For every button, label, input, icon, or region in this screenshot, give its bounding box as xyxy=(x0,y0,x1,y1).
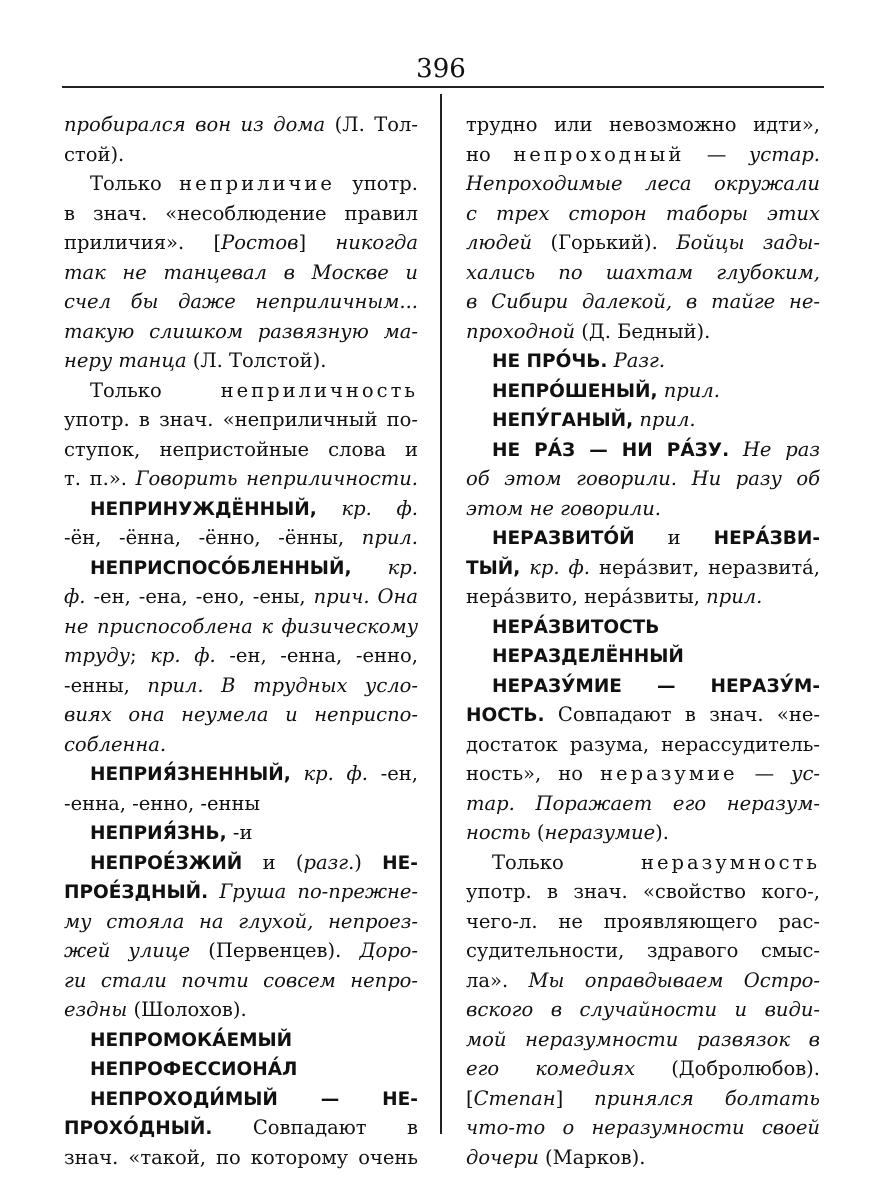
text-run: прил. xyxy=(633,408,696,431)
text-run: (Горький). xyxy=(532,231,677,254)
text-line xyxy=(466,1084,820,1114)
headword: ПРОЕ́ЗДНЫЙ. xyxy=(64,882,209,903)
headword: НЕПУ́ГАНЫЙ, xyxy=(492,410,634,431)
text-run: и xyxy=(634,526,714,549)
headword: НЕПРОФЕССИОНА́Л xyxy=(90,1059,298,1080)
text-line xyxy=(466,258,820,288)
text-line xyxy=(64,789,418,819)
text-run: — xyxy=(684,142,749,166)
text-run: неприличие xyxy=(179,172,335,195)
text-line xyxy=(64,848,418,878)
text-line xyxy=(466,317,820,347)
text-line xyxy=(466,848,820,878)
text-line xyxy=(64,376,418,406)
text-run: вского в случайности и види- xyxy=(466,998,820,1021)
text-run: неприличность xyxy=(220,378,418,402)
text-run: прил. В трудных усло- xyxy=(147,673,418,697)
text-run: людей xyxy=(466,231,533,254)
text-line xyxy=(466,966,820,996)
text-run: труду xyxy=(64,644,130,667)
text-run: кр. ф. xyxy=(520,555,590,579)
text-run: проходной xyxy=(466,319,576,343)
text-line xyxy=(466,907,820,937)
text-run: стой). xyxy=(64,142,125,166)
text-line xyxy=(64,582,418,612)
text-run: неру танца xyxy=(64,349,187,372)
text-run: ус- xyxy=(791,762,820,785)
text-line xyxy=(64,435,418,465)
text-run: достаток разума, нерассудитель- xyxy=(466,732,820,756)
text-line xyxy=(466,140,820,170)
text-run: Доро- xyxy=(359,939,418,962)
text-line xyxy=(64,995,418,1025)
text-run: неразумие xyxy=(544,821,656,844)
text-run: Совпадают в xyxy=(212,1116,418,1139)
text-line xyxy=(466,641,820,671)
text-line xyxy=(64,199,418,229)
text-line xyxy=(64,612,418,642)
text-run: Бойцы зады- xyxy=(676,231,820,254)
text-run: — xyxy=(737,762,792,785)
text-line xyxy=(64,228,418,258)
text-line xyxy=(466,494,820,524)
text-run: (Шолохов). xyxy=(127,998,247,1021)
text-run: ф. xyxy=(64,585,86,608)
text-line xyxy=(466,877,820,907)
text-line xyxy=(466,1143,820,1173)
text-run: Груша по-прежне- xyxy=(208,880,418,903)
text-line xyxy=(466,199,820,229)
text-run: в Сибири далекой, в тайге не- xyxy=(466,290,820,313)
headword: НЕПРИНУЖДЁННЫЙ, xyxy=(90,498,317,520)
text-run: Только xyxy=(90,378,221,402)
headword: НЕРА́ЗВИТОСТЬ xyxy=(492,616,660,638)
text-line xyxy=(466,435,820,465)
text-run: прил. xyxy=(361,526,418,549)
text-run: прил. xyxy=(706,585,763,608)
text-run: и ( xyxy=(242,850,304,874)
text-run: с трех сторон таборы этих xyxy=(466,201,820,225)
text-line xyxy=(466,464,820,494)
text-line xyxy=(64,641,418,671)
text-run: приличия». [ xyxy=(64,231,222,254)
text-run: -енна, -енно, -енны xyxy=(64,791,261,815)
text-run: -ён, -ённа, -ённо, -ённы, xyxy=(64,526,362,549)
text-line xyxy=(64,1054,418,1084)
headword: НЕПРИЯ́ЗНЕННЫЙ, xyxy=(90,764,291,785)
text-line xyxy=(64,1025,418,1055)
text-run: Только xyxy=(492,850,642,874)
text-line xyxy=(64,169,418,199)
text-run: нера́звит, неразвита́, xyxy=(590,555,820,579)
text-line xyxy=(64,1143,418,1173)
text-line xyxy=(64,966,418,996)
text-line xyxy=(466,346,820,376)
text-line xyxy=(64,346,418,376)
text-line xyxy=(466,376,820,406)
text-run: [ xyxy=(466,1086,474,1110)
text-run: трудно или невозможно идти», xyxy=(466,113,820,136)
text-run: собленна. xyxy=(64,732,167,756)
text-run: (Д. Бедный). xyxy=(575,319,711,343)
text-line xyxy=(466,700,820,730)
text-run: устар. xyxy=(748,142,820,166)
text-run: что-то о неразумности своей xyxy=(466,1116,820,1139)
text-line xyxy=(466,818,820,848)
text-run: (Первенцев). xyxy=(190,939,360,962)
text-line xyxy=(466,110,820,140)
text-run: ность xyxy=(466,821,531,844)
headword: НЕ РА́З — НИ РА́ЗУ. xyxy=(492,439,730,461)
text-run: в знач. «несоблюдение правил xyxy=(64,201,418,225)
text-run: чего-л. не проявляющего рас- xyxy=(466,909,820,933)
text-run: употр. в знач. «неприличный по- xyxy=(64,408,418,431)
headword: ТЫЙ, xyxy=(466,557,521,579)
text-line xyxy=(64,700,418,730)
text-line xyxy=(466,1113,820,1143)
text-run: -енны, xyxy=(64,673,148,697)
text-line xyxy=(466,671,820,701)
text-run: кр. ф. xyxy=(316,496,418,520)
text-run: употр. xyxy=(334,172,418,195)
text-line xyxy=(466,936,820,966)
text-run: этом не говорили. xyxy=(466,496,661,520)
text-line xyxy=(64,730,418,760)
headword: НЕПРОХОДИ́МЫЙ — НЕ- xyxy=(90,1088,418,1110)
text-line xyxy=(64,494,418,524)
text-run: судительности, здравого смыс- xyxy=(466,939,820,962)
text-line xyxy=(466,287,820,317)
headword: НЕПРО́ШЕНЫЙ, xyxy=(492,380,658,402)
header-rule xyxy=(62,86,824,88)
headword: НЕРА́ЗВИ- xyxy=(713,528,820,549)
text-run: тар. Поражает его неразум- xyxy=(466,791,820,815)
text-run: Непроходимые леса окружали xyxy=(466,172,820,195)
text-run: кр. xyxy=(351,555,418,579)
text-run: ги стали почти совсем непро- xyxy=(64,968,418,992)
text-line xyxy=(64,110,418,140)
text-run: му стояла на глухой, непроез- xyxy=(64,909,418,933)
text-line xyxy=(64,317,418,347)
text-run: Совпадают в знач. «не- xyxy=(544,703,820,726)
text-line xyxy=(466,1025,820,1055)
text-run: т. п.». xyxy=(64,467,136,490)
text-run: но xyxy=(466,142,514,166)
text-run: знач. «такой, по которому очень xyxy=(64,1145,418,1169)
text-line xyxy=(64,907,418,937)
text-run: непроходный xyxy=(513,142,685,166)
text-run: (Л. Тол- xyxy=(325,113,418,136)
text-run: ) xyxy=(354,850,383,874)
text-run: виях она неумела и неприспо- xyxy=(64,703,418,726)
text-run: прил. xyxy=(657,378,720,402)
text-run: ность», но xyxy=(466,762,601,785)
text-run: никогда xyxy=(335,231,418,254)
text-line xyxy=(466,169,820,199)
headword: НЕПРИСПОСО́БЛЕННЫЙ, xyxy=(90,557,352,579)
headword: НЕРАЗДЕЛЁННЫЙ xyxy=(492,646,684,667)
text-run: прич. Она xyxy=(313,585,418,608)
text-run: счел бы даже неприличным... xyxy=(64,290,418,313)
text-run: Мы оправдываем Остро- xyxy=(528,968,820,992)
text-run: ступок, непристойные слова и xyxy=(64,437,418,461)
column-divider xyxy=(440,94,442,1134)
text-line xyxy=(466,405,820,435)
text-line xyxy=(466,759,820,789)
headword: НЕПРОЕ́ЗЖИЙ xyxy=(90,852,243,874)
text-run: (Л. Толстой). xyxy=(186,349,327,372)
text-line xyxy=(64,1084,418,1114)
text-line xyxy=(64,936,418,966)
text-line xyxy=(466,553,820,583)
text-run: неразумность xyxy=(641,850,820,874)
text-run: его комедиях xyxy=(466,1057,636,1080)
text-run: мой неразумности развязок в xyxy=(466,1027,820,1051)
text-run: неразумие xyxy=(600,762,738,785)
text-line xyxy=(64,553,418,583)
text-line xyxy=(466,228,820,258)
text-run: хались по шахтам глубоким, xyxy=(466,260,820,284)
text-run: употр. в знач. «свойство кого-, xyxy=(466,880,820,903)
headword: НОСТЬ. xyxy=(466,705,545,726)
text-run: так не танцевал в Москве и xyxy=(64,260,418,284)
text-line xyxy=(466,582,820,612)
text-line xyxy=(64,759,418,789)
text-line xyxy=(466,1054,820,1084)
text-run: ( xyxy=(530,821,545,844)
text-run: такую слишком развязную ма- xyxy=(64,319,418,343)
left-column xyxy=(64,110,418,1172)
text-run: пробирался вон из дома xyxy=(64,113,326,136)
text-run: Только xyxy=(90,172,180,195)
text-line xyxy=(466,730,820,760)
text-run: (Добролюбов). xyxy=(635,1057,820,1080)
headword: НЕПРИЯ́ЗНЬ, xyxy=(90,823,227,844)
text-run: ] xyxy=(298,231,336,254)
text-run: ; xyxy=(129,644,151,667)
text-line xyxy=(64,877,418,907)
text-line xyxy=(64,464,418,494)
text-line xyxy=(64,140,418,170)
text-run: кр. ф. xyxy=(150,644,216,667)
text-run: -и xyxy=(226,821,253,844)
headword: НЕПРОМОКА́ЕМЫЙ xyxy=(90,1029,293,1051)
text-run: -ен, -ена, -ено, -ены, xyxy=(85,585,314,608)
headword: НЕРАЗУ́МИЕ — НЕРАЗУ́М- xyxy=(492,675,820,697)
text-run: нера́звито, нера́звиты, xyxy=(466,585,707,608)
headword: НЕ ПРО́ЧЬ. xyxy=(492,351,608,372)
text-line xyxy=(466,612,820,642)
right-column xyxy=(466,110,820,1172)
text-run: ] xyxy=(555,1086,595,1110)
text-run: ездны xyxy=(64,998,128,1021)
text-run: принялся болтать xyxy=(594,1086,820,1110)
text-line xyxy=(64,258,418,288)
text-run: ла». xyxy=(466,968,529,992)
text-line xyxy=(64,1113,418,1143)
page-number: 396 xyxy=(416,54,466,84)
text-run: ). xyxy=(655,821,669,844)
headword: НЕ- xyxy=(382,852,418,874)
text-run: Ростов xyxy=(221,231,299,254)
text-run: разг. xyxy=(303,850,355,874)
text-run: об этом говорили. Ни разу об xyxy=(466,467,820,490)
headword: ПРОХО́ДНЫЙ. xyxy=(64,1118,213,1139)
text-line xyxy=(64,523,418,553)
text-run: не приспособлена к физическому xyxy=(64,614,418,638)
text-line xyxy=(466,995,820,1025)
text-run: кр. ф. xyxy=(290,762,368,785)
headword: НЕРАЗВИТО́Й xyxy=(492,528,635,549)
text-line xyxy=(466,789,820,819)
text-line xyxy=(64,405,418,435)
text-run: Степан xyxy=(473,1086,556,1110)
text-run: дочери xyxy=(466,1145,539,1169)
text-run: Не раз xyxy=(729,437,820,461)
text-run: Говорить неприличности. xyxy=(135,467,418,490)
text-run: -ен, -енна, -енно, xyxy=(215,644,418,667)
text-line xyxy=(466,523,820,553)
text-run: Разг. xyxy=(607,349,666,372)
text-run: -ен, xyxy=(367,762,418,785)
text-line xyxy=(64,671,418,701)
text-run: жей улице xyxy=(64,939,190,962)
text-line xyxy=(64,287,418,317)
text-run: (Марков). xyxy=(538,1145,646,1169)
text-line xyxy=(64,818,418,848)
